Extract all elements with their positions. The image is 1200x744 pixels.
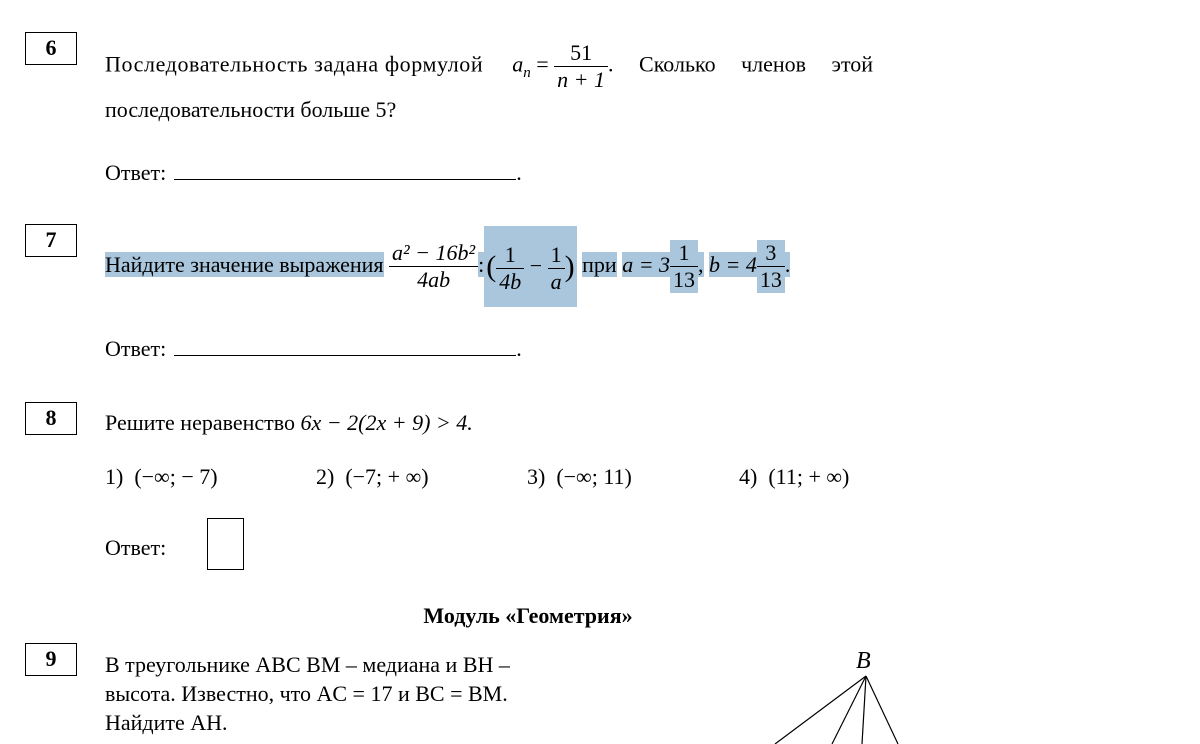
q7-b-frac-den: 13 bbox=[759, 267, 782, 293]
q7-b-eq: b = 4 bbox=[709, 252, 757, 277]
q6-numerator: 51 bbox=[554, 40, 608, 67]
q7-open-paren: ( bbox=[486, 250, 497, 284]
q8-option-3-value: (−∞; 11) bbox=[556, 464, 632, 489]
q8-option-1-label: 1) bbox=[105, 464, 124, 489]
q7-a-frac-num: 1 bbox=[670, 240, 698, 267]
q6-denominator: n + 1 bbox=[557, 67, 606, 92]
q9-line2: высота. Известно, что AC = 17 и BC = BM. bbox=[105, 681, 508, 706]
q8-option-1-value: (−∞; − 7) bbox=[134, 464, 218, 489]
q7-a-eq: a = 3 bbox=[622, 252, 671, 277]
q7-minus: − bbox=[529, 253, 543, 279]
question-number-8: 8 bbox=[25, 402, 77, 435]
q8-option-4-value: (11; + ∞) bbox=[768, 464, 850, 489]
q7-answer-label: Ответ: bbox=[105, 336, 167, 361]
q8-text: Решите неравенство bbox=[105, 410, 296, 435]
question-number-6: 6 bbox=[25, 32, 77, 65]
q8-option-3-label: 3) bbox=[527, 464, 546, 489]
q8-option-2-value: (−7; + ∞) bbox=[345, 464, 429, 489]
q6-text-after: . Сколько членов этой bbox=[608, 51, 874, 77]
triangle-vertex-b: B bbox=[856, 648, 871, 674]
q6-eq: = bbox=[530, 51, 555, 77]
q7-close-paren: ) bbox=[564, 250, 575, 284]
q8-option-2-label: 2) bbox=[316, 464, 335, 489]
q7-frac2-num: 1 bbox=[496, 242, 524, 269]
q8-answer-label: Ответ: bbox=[105, 535, 167, 560]
q6-answer-label: Ответ: bbox=[105, 160, 167, 185]
q7-b-frac-num: 3 bbox=[757, 240, 785, 267]
q7-a-frac-den: 13 bbox=[673, 267, 696, 293]
question-number-7: 7 bbox=[25, 224, 77, 257]
module-title: Модуль «Геометрия» bbox=[423, 603, 633, 628]
median-bm bbox=[832, 676, 866, 744]
side-ba bbox=[775, 676, 866, 744]
q7-frac3-den: a bbox=[550, 268, 562, 294]
question-number-9: 9 bbox=[25, 643, 77, 676]
q7-pri: при bbox=[582, 252, 617, 277]
q6-answer-end: . bbox=[516, 160, 522, 185]
q9-line3: Найдите AH. bbox=[105, 710, 228, 735]
side-bc bbox=[866, 676, 898, 744]
q7-answer-end: . bbox=[516, 336, 522, 361]
q7-comma: , bbox=[698, 252, 704, 277]
height-bh bbox=[862, 676, 866, 744]
q6-a: a bbox=[512, 51, 524, 77]
q7-colon: : bbox=[478, 252, 485, 277]
q8-option-4-label: 4) bbox=[739, 464, 758, 489]
q7-frac2-den: 4b bbox=[499, 268, 522, 294]
q8-inequality: 6x − 2(2x + 9) > 4. bbox=[300, 410, 473, 435]
q7-text-before: Найдите значение выражения bbox=[105, 252, 384, 277]
q7-end: . bbox=[784, 252, 791, 277]
q6-sub-n: n bbox=[523, 64, 531, 81]
q6-line2: последовательности больше 5? bbox=[105, 97, 397, 122]
q7-frac3-num: 1 bbox=[548, 242, 565, 269]
q9-line1: В треугольнике ABC BM – медиана и BH – bbox=[105, 652, 510, 677]
q7-frac1-den: 4ab bbox=[417, 267, 451, 293]
q7-frac1-num: a² − 16b² bbox=[389, 240, 478, 267]
q6-text-before: Последовательность задана формулой bbox=[105, 51, 484, 77]
